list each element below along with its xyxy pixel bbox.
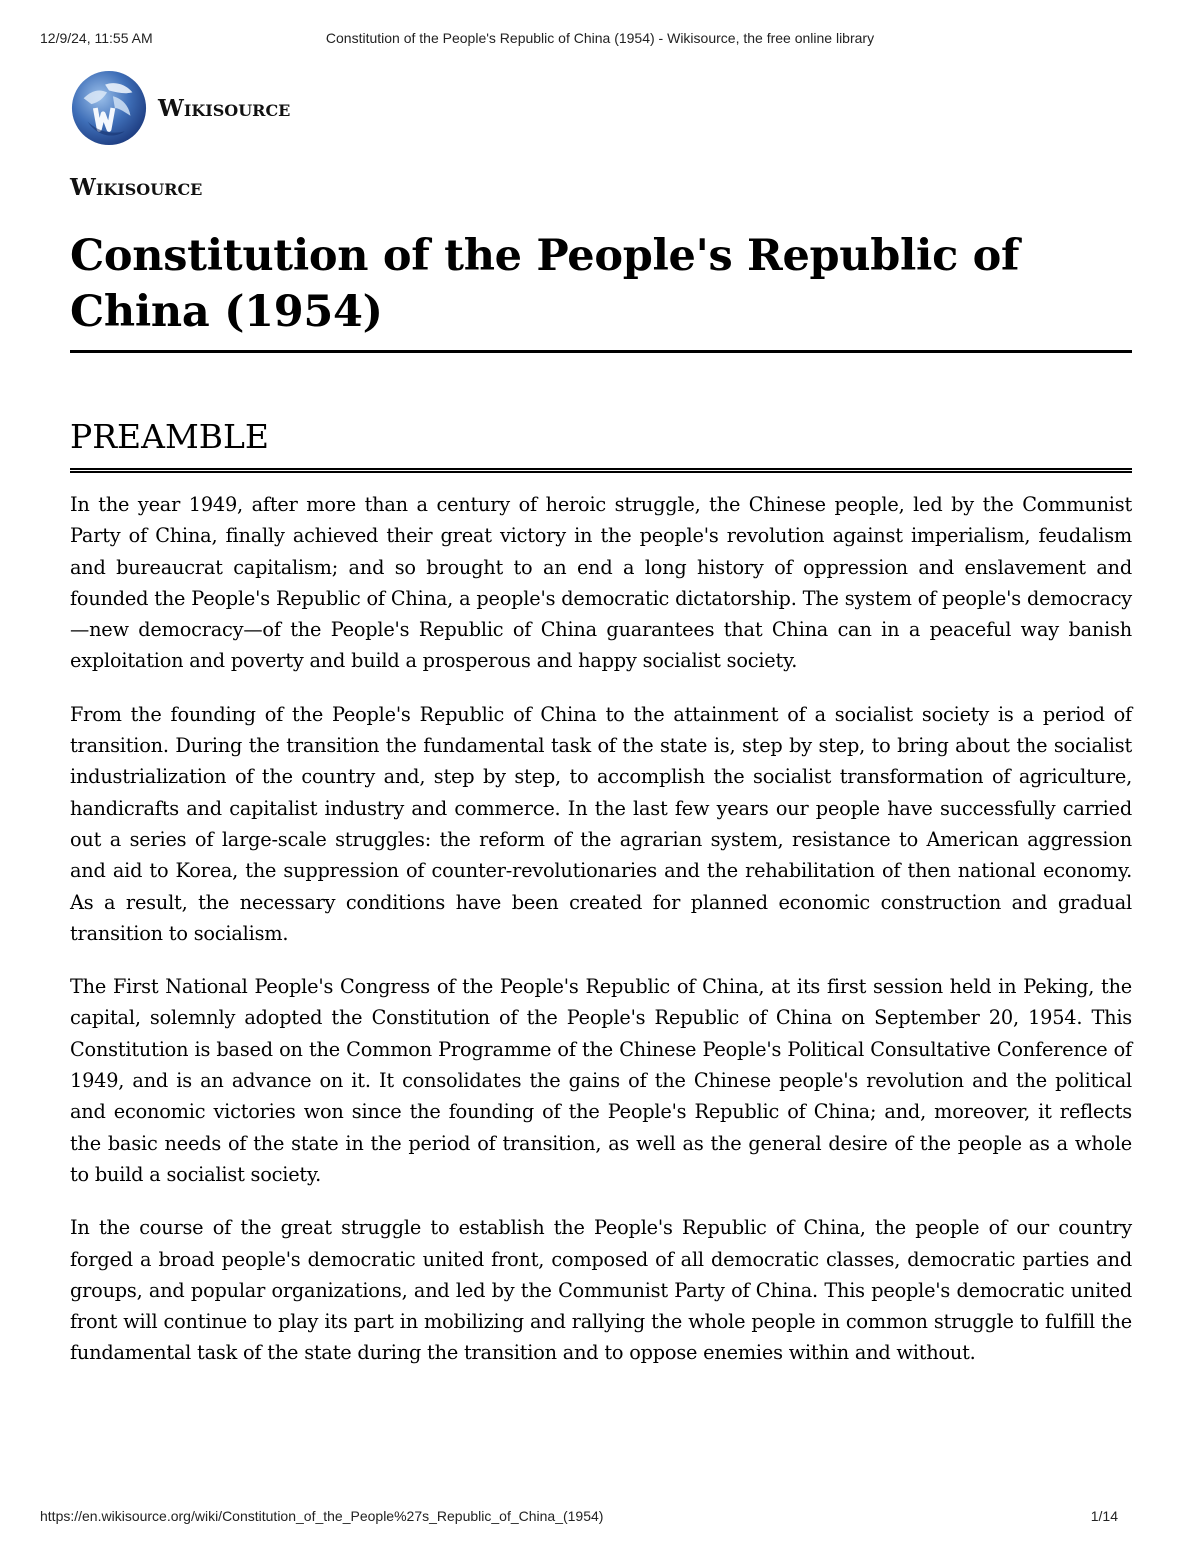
page-title: Constitution of the People's Republic of China (1954) [70, 228, 1132, 353]
preamble-paragraph: In the course of the great struggle to establish the People's Republic of China, the people of our country forged a broad people's democratic united front, composed of all democratic classes, democratic parties and groups, and popular organizations, and led by the Communist Party of China. This people's democratic united front will continue to play its part in mobilizing and rallying the whole people in common struggle to fulfill the fundamental task of the state during the transition and to oppose enemies within and without. [70, 1216, 1132, 1365]
article-content [70, 228, 1132, 1369]
print-page-url: https://en.wikisource.org/wiki/Constitution_of_the_People%27s_Republic_of_China_(1954) [40, 1508, 604, 1524]
preamble-paragraph: From the founding of the People's Republic of China to the attainment of a socialist society is a period of transition. During the transition the fundamental task of the state is, step by step, to bring about the socialist industrialization of the country and, step by step, to accomplish the socialist transformation of agriculture, handicrafts and capitalist industry and commerce. In the last few years our people have successfully carried out a series of large-scale struggles: the reform of the agrarian system, resistance to American aggression and aid to Korea, the suppression of counter-revolutionaries and the rehabilitation of then national economy. As a result, the necessary conditions have been created for planned economic construction and gradual transition to socialism. [70, 702, 1132, 945]
print-header [40, 30, 1160, 50]
wikisource-logo[interactable] [70, 68, 290, 148]
print-datetime: 12/9/24, 11:55 AM [40, 30, 153, 46]
wikisource-brand-text: Wikisource [158, 94, 291, 122]
wikisource-globe-icon [70, 69, 148, 147]
preamble-paragraph: In the year 1949, after more than a century of heroic struggle, the Chinese people, led by the Communist Party of China, finally achieved their great victory in the people's revolution against imperialism, feudalism and bureaucrat capitalism; and so brought to an end a long history of oppression and enslavement and founded the People's Republic of China, a people's democratic dictatorship. The system of people's democracy—new democracy—of the People's Republic of China guarantees that China can in a peaceful way banish exploitation and poverty and build a prosperous and happy socialist society. [70, 493, 1132, 673]
print-page-title: Constitution of the People's Republic of China (1954) - Wikisource, the free online library [325, 30, 875, 46]
section-heading-preamble: PREAMBLE [70, 417, 1132, 473]
preamble-paragraph: The First National People's Congress of the People's Republic of China, at its first session held in Peking, the capital, solemnly adopted the Constitution of the People's Republic of China on September 20, 1954. This Constitution is based on the Common Programme of the Chinese People's Political Consultative Conference of 1949, and is an advance on it. It consolidates the gains of the Chinese people's revolution and the political and economic victories won since the founding of the People's Republic of China; and, moreover, it reflects the basic needs of the state in the period of transition, as well as the general desire of the people as a whole to build a socialist society. [70, 975, 1132, 1186]
site-name: Wikisource [70, 174, 203, 201]
print-footer [40, 1508, 1160, 1528]
print-page-number: 1/14 [1090, 1508, 1118, 1524]
